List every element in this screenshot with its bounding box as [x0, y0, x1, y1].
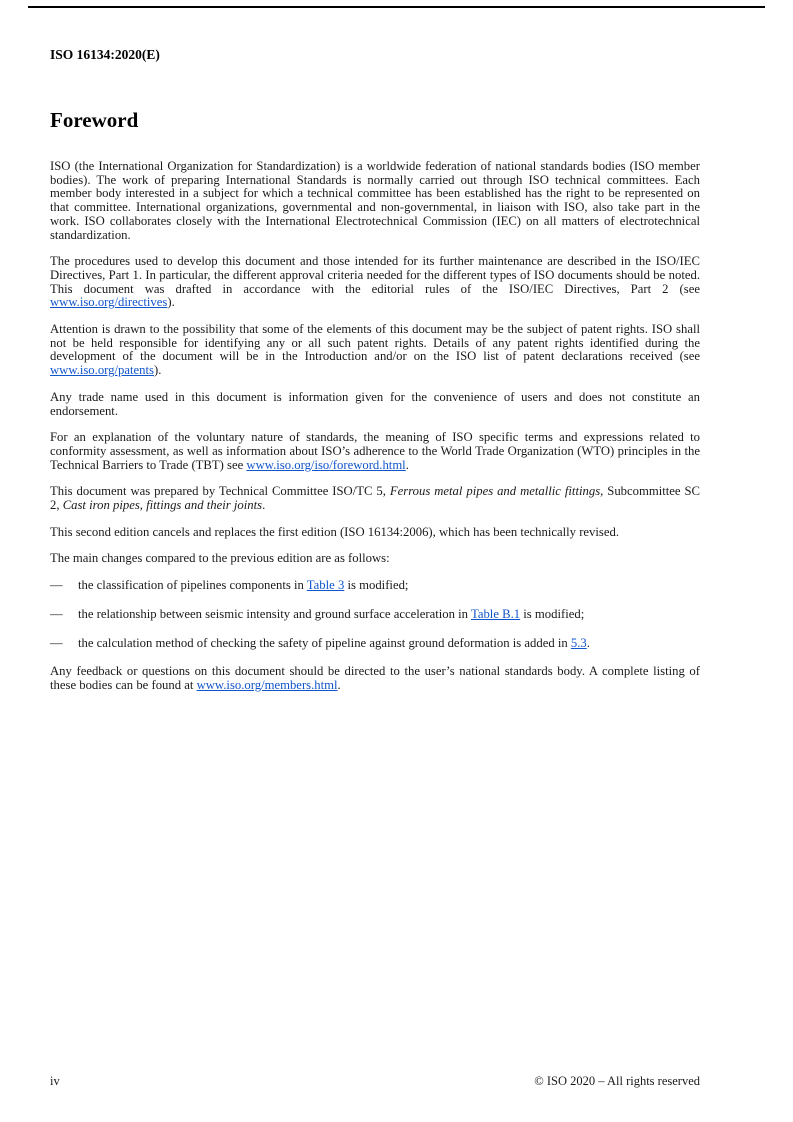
paragraph-patent-rights — [50, 323, 700, 378]
paragraph-text: ). — [153, 363, 162, 378]
change-list-item — [50, 608, 700, 622]
link-iso-patents[interactable]: www.iso.org/patents — [50, 363, 154, 378]
committee-name-italic: Ferrous metal pipes and metallic fittings — [389, 484, 601, 499]
paragraph-text: For an explanation of the voluntary nature of standards, the meaning of ISO specific terms and expressions related to conformity assessment, as well as information about ISO’s adherence to the World Trade Organization (WTO) principles in the Technical Barriers to Trade (TBT) see — [50, 430, 700, 472]
link-iso-members[interactable]: www.iso.org/members.html — [196, 677, 338, 692]
page-top-rule — [28, 6, 765, 8]
link-table-3[interactable]: Table 3 — [306, 578, 345, 593]
paragraph-iso-federation: ISO (the International Organization for Standardization) is a worldwide federation of national standards bodies (ISO member bodies). The work of preparing International Standards is normally carried out through ISO technical committees. Each member body interested in a subject for which a technical committee has been established has the right to be represented on that committee. International organizations, governmental and non-governmental, in liaison with ISO, also take part in the work. ISO collaborates closely with the International Electrotechnical Commission (IEC) on all matters of electrotechnical standardization. — [50, 159, 700, 242]
paragraph-committee — [50, 485, 700, 512]
paragraph-trade-name: Any trade name used in this document is information given for the convenience of users and does not constitute an endorsement. — [50, 389, 700, 418]
paragraph-text: , Subcommittee SC 2, — [50, 484, 701, 513]
paragraph-text: is modified; — [344, 578, 409, 593]
paragraph-text: . — [586, 635, 590, 650]
paragraph-feedback — [50, 665, 700, 692]
paragraph-text: This document was prepared by Technical Committee ISO/TC 5, — [50, 484, 390, 499]
paragraph-text: . — [262, 498, 266, 513]
bullet-dash: — — [50, 606, 63, 621]
copyright-notice: © ISO 2020 – All rights reserved — [534, 1074, 700, 1088]
link-iso-foreword[interactable]: www.iso.org/iso/foreword.html — [246, 457, 406, 472]
paragraph-voluntary-nature — [50, 431, 700, 472]
paragraph-text: . — [337, 677, 341, 692]
paragraph-text: is modified; — [520, 606, 585, 621]
change-list-item — [50, 579, 700, 593]
link-clause-5-3[interactable]: 5.3 — [570, 635, 587, 650]
document-id: ISO 16134:2020(E) — [50, 47, 160, 62]
section-title: Foreword — [50, 108, 139, 132]
paragraph-main-changes-intro: The main changes compared to the previous edition are as follows: — [50, 551, 390, 566]
paragraph-text: ). — [167, 295, 175, 310]
subcommittee-name-italic: Cast iron pipes, fittings and their joints — [62, 498, 263, 513]
paragraph-text: the relationship between seismic intensity and ground surface acceleration in — [78, 606, 471, 621]
paragraph-text: . — [405, 457, 409, 472]
link-table-b1[interactable]: Table B.1 — [470, 606, 521, 621]
paragraph-text: The procedures used to develop this document and those intended for its further maintenance are described in the ISO/IEC Directives, Part 1. In particular, the different approval criteria needed for the different types of ISO documents should be noted. This document was drafted in accordance with the editorial rules of the ISO/IEC Directives, Part 2 (see — [50, 254, 700, 296]
paragraph-second-edition: This second edition cancels and replaces the first edition (ISO 16134:2006), which has been technically revised. — [50, 524, 620, 539]
foreword-section — [50, 108, 700, 706]
page-number: iv — [50, 1074, 60, 1088]
change-list-item — [50, 637, 700, 651]
page-header — [50, 47, 160, 63]
link-iso-directives[interactable]: www.iso.org/directives — [50, 295, 168, 310]
bullet-text — [78, 579, 700, 593]
paragraph-text: Attention is drawn to the possibility that some of the elements of this document may be the subject of patent rights. ISO shall not be held responsible for identifying any or all such patent rights. Details of any patent rights identified during the development of the document will be in the Introduction and/or on the ISO list of patent declarations received (see — [50, 322, 700, 364]
bullet-dash: — — [50, 578, 63, 593]
paragraph-text: the classification of pipelines components in — [78, 578, 307, 593]
bullet-dash: — — [50, 635, 63, 650]
bullet-text — [78, 608, 700, 622]
paragraph-procedures — [50, 255, 700, 310]
paragraph-text: Any feedback or questions on this document should be directed to the user’s national standards body. A complete listing of these bodies can be found at — [50, 664, 700, 692]
page-footer — [50, 1074, 700, 1089]
bullet-text — [78, 637, 700, 651]
paragraph-text: the calculation method of checking the safety of pipeline against ground deformation is added in — [78, 635, 571, 650]
